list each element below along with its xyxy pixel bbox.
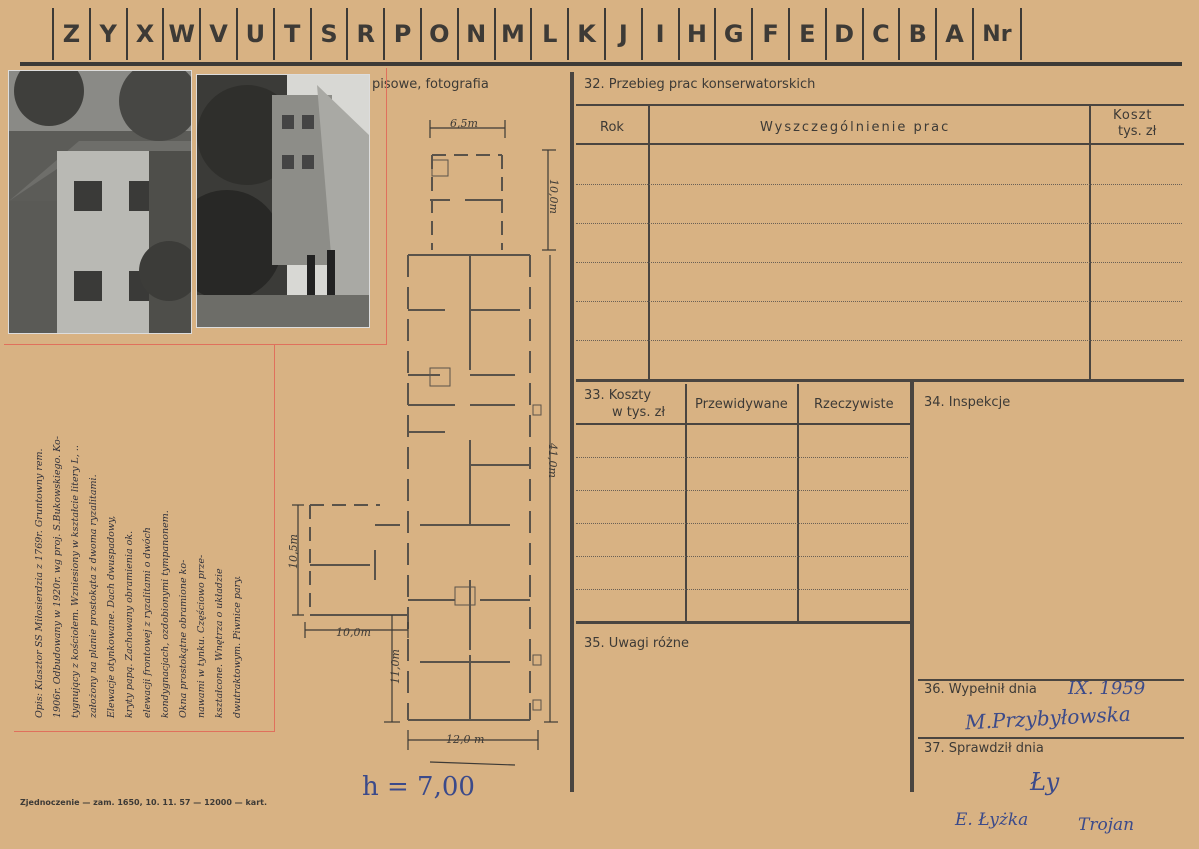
letter-index-c: C [862,8,899,60]
s33-row-line [576,490,908,491]
section37-title: 37. Sprawdził dnia [924,741,1044,756]
s33-header-bottom [576,423,910,425]
description-line: kryty papą. Zachowany obramienia ok. [124,530,135,718]
letter-index-d: D [825,8,862,60]
letter-index-x: X [126,8,163,60]
description-line: Okna prostokątne obramione ko- [178,559,189,718]
description-line: tygnujący z kościołem. Wzniesiony w kształcie litery L, .. [70,445,81,718]
letter-index-u: U [236,8,273,60]
letter-index-l: L [530,8,567,60]
description-line: założony na planie prostokąta z dwoma ryzalitami. [88,474,99,718]
floor-plan [280,110,570,790]
letter-index-m: M [494,8,531,60]
s33-col1 [685,384,687,621]
s32-col-cost-1: Koszt [1113,108,1153,123]
dim-top-width: 6,5m [450,117,478,130]
letter-index-f: F [751,8,788,60]
letter-index-k: K [567,8,604,60]
letter-index-p: P [383,8,420,60]
dim-bottom-height: 11,0m [388,649,402,684]
dim-top-height: 10,0m [546,179,560,214]
height-note: h = 7,00 [362,772,475,802]
letter-index-y: Y [89,8,126,60]
s32-row-line [576,301,1182,302]
section35-title: 35. Uwagi różne [584,636,689,651]
letter-index-b: B [898,8,935,60]
description-line: Elewacje otynkowane. Dach dwuspadowy, [106,515,117,718]
s32-row-line [576,340,1182,341]
s32-bottom [576,379,1184,382]
letter-index-r: R [346,8,383,60]
signature-trojan: Trojan [1078,815,1135,835]
signature-lyzka: E. Łyżka [955,810,1029,830]
s33-col2 [797,384,799,621]
top-divider [20,62,1182,66]
s33-bottom [576,621,910,624]
s33-col-actual: Rzeczywiste [814,397,894,412]
s32-col-cost-2: tys. zł [1118,124,1157,139]
letter-index-n: N [457,8,494,60]
s33-row-line [576,589,908,590]
s32-row-line [576,184,1182,185]
s32-row-line [576,262,1182,263]
description-line: kondygnacjach, ozdobionymi tympanonem. [160,510,171,718]
section32-title: 32. Przebieg prac konserwatorskich [584,77,816,92]
letter-index-s: S [310,8,347,60]
s32-col1 [648,104,650,379]
s36-bottom [918,737,1184,739]
letter-index-t: T [273,8,310,60]
letter-index-e: E [788,8,825,60]
description-line: Opis: Klasztor SS Miłosierdzia z 1769r. Gruntowny rem. [34,448,45,718]
s32-top [576,104,1184,106]
letter-index-nr: Nr [972,8,1022,60]
s33-row-line [576,457,908,458]
section33-title-2: w tys. zł [612,405,666,420]
s33-row-line [576,523,908,524]
letter-index-row [52,8,1022,60]
checker-signature: Ły [1030,768,1060,796]
letter-index-g: G [714,8,751,60]
letter-index-h: H [678,8,715,60]
s32-header-bottom [576,143,1184,145]
letter-index-v: V [199,8,236,60]
letter-index-a: A [935,8,972,60]
description-line: 1906r. Odbudowany w 1920r. wg proj. S.Bukowskiego. Ko- [52,436,63,718]
print-footer: Zjednoczenie — zam. 1650, 10. 11. 57 — 12000 — kart. [20,798,267,807]
s33-row-line [576,556,908,557]
s32-row-line [576,223,1182,224]
letter-index-j: J [604,8,641,60]
section34-title: 34. Inspekcje [924,395,1011,410]
s32-col2 [1089,104,1091,379]
dim-main-height: 41,0m [545,443,559,478]
s32-col-description: Wyszczególnienie prac [760,120,951,135]
right-block-left-border [570,72,574,792]
s32-col-year: Rok [600,120,624,135]
dim-wing-height: 10,5m [286,534,300,569]
description-line: dwutraktowym. Piwnice pary. [232,575,243,718]
letter-index-w: W [162,8,199,60]
dim-wing-width: 10,0m [336,626,371,639]
photo-section-title: pisowe, fotografia [372,77,489,92]
section33-title-1: 33. Koszty [584,388,652,403]
description-line: kształcone. Wnętrza o układzie [214,568,225,718]
filler-signature: M.Przybyłowska [964,701,1132,735]
building-description [30,350,272,720]
s33-right-border [910,382,914,792]
dim-bottom-width: 12,0 m [446,733,485,746]
letter-index-i: I [641,8,678,60]
letter-index-o: O [420,8,457,60]
s33-col-planned: Przewidywane [695,397,788,412]
letter-index-z: Z [52,8,89,60]
description-line: nawami w tynku. Częściowo prze- [196,554,207,718]
fill-date: IX. 1959 [1068,678,1146,699]
section36-title: 36. Wypełnił dnia [924,682,1037,697]
description-line: elewacji frontowej z ryzalitami o dwóch [142,527,153,718]
